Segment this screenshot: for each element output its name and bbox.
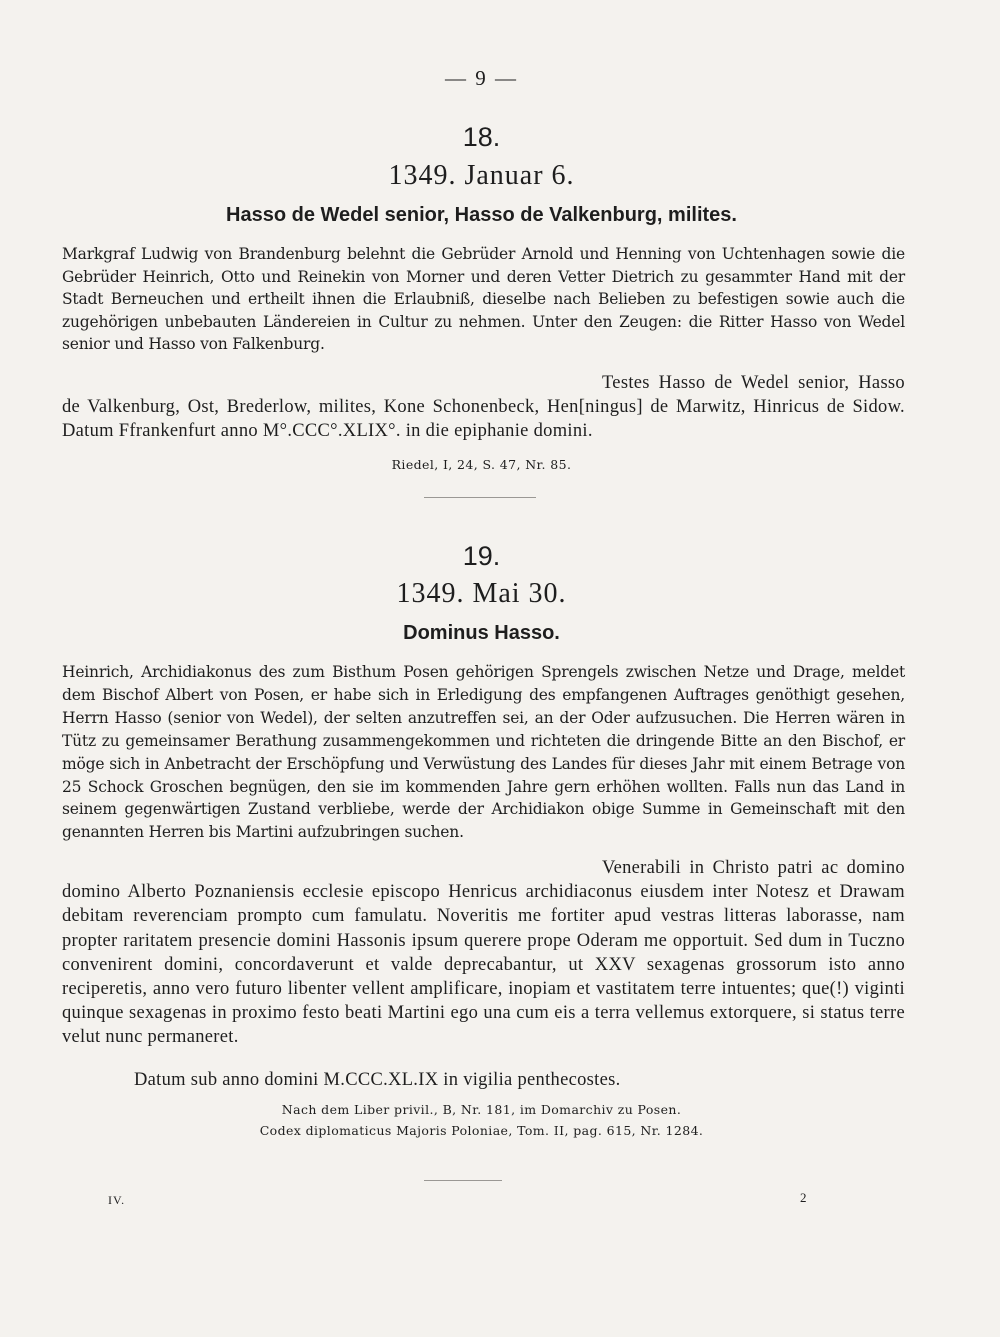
doc18-summary: Markgraf Ludwig von Brandenburg belehnt die Gebrüder Arnold und Henning von Uchtenhagen sowie die Gebrüder Heinrich, Otto und Reinekin von Morner und deren Vetter Dietrich zu gesammter Hand mit der Stadt Berneuchen und ertheilt ihnen die Erlaubniß, dieselbe nach Belieben zu befestigen sowie auch die zugehörigen unbebauten Ländereien in Cultur zu nehmen. Unter den Zeugen: die Ritter Hasso von Wedel senior und Hasso von Falkenburg. (62, 245, 905, 354)
sheet-number: 2 (800, 1190, 807, 1205)
doc18-latin-text: Testes Hasso de Wedel senior, Hasso de Valkenburg, Ost, Brederlow, milites, Kone Schonenbeck, Hen[ningus] de Marwitz, Hinricus de Sidow. Datum Ffrankenfurt anno M°.CCC°.XLIX°. in die epiphanie domini. (62, 373, 905, 442)
doc19-heading: Dominus Hasso. (403, 622, 560, 644)
doc18-heading: Hasso de Wedel senior, Hasso de Valkenburg, milites. (226, 204, 737, 226)
doc19-latin-text: Venerabili in Christo patri ac domino domino Alberto Poznaniensis ecclesie episcopo Henricus archidiaconus eiusdem inter Notesz et Drawam debitam reverenciam prompto cum famulatu. Noveritis me fortiter apud vestras litteras laborasse, nam propter raritatem presencie domini Hassonis ipsum querere prope Oderam me opportuit. Sed dum in Tuczno convenirent domini, concordaverunt et valde deprecabantur, ut XXV sexagenas grossorum isto anno reciperetis, anno vero futuro libenter vellent amplificare, inopiam et vastitatem terre intuentes; que(!) viginti quinque sexagenas in proximo festo beati Martini ego una cum eis a terra vellemus extorquere, si status terre velut nunc permaneret. (62, 858, 905, 1048)
doc19-source-codex: Codex diplomaticus Majoris Poloniae, Tom. II, pag. 615, Nr. 1284. (259, 1123, 704, 1138)
separator-rule (424, 497, 536, 498)
doc18-date: 1349. Januar 6. (388, 160, 575, 191)
sheet-signature: IV. (108, 1193, 126, 1207)
doc18-source: Riedel, I, 24, S. 47, Nr. 85. (391, 457, 572, 472)
doc19-summary: Heinrich, Archidiakonus des zum Bisthum Posen gehörigen Sprengels zwischen Netze und Drage, meldet dem Bischof Albert von Posen, er habe sich in Erledigung des empfangenen Auftrages genöthigt gesehen, Herrn Hasso (senior von Wedel), der selten anzutreffen sei, an der Oder aufzusuchen. Die Herren wären in Tütz zu gemeinsamer Berathung zusammengekommen und richteten die dringende Bitte an den Bischof, er möge sich in Anbetracht der Erschöpfung und Verwüstung des Landes für dieses Jahr mit einem Betrage von 25 Schock Groschen begnügen, den sie im kommenden Jahre gern erhöhen wollten. Falls nun das Land in seinem gegenwärtigen Zustand verbliebe, werde der Archidiakon obige Summe in Gemeinschaft mit den genannten Herren bis Martini aufzubringen suchen. (62, 663, 905, 842)
doc18-number: 18. (462, 122, 501, 152)
separator-rule-bottom (424, 1180, 502, 1181)
doc19-datum: Datum sub anno domini M.CCC.XL.IX in vigilia penthecostes. (134, 1070, 621, 1090)
doc19-date: 1349. Mai 30. (396, 578, 567, 609)
page-number: — 9 — (445, 66, 518, 90)
doc19-source-liber: Nach dem Liber privil., B, Nr. 181, im Domarchiv zu Posen. (281, 1102, 682, 1117)
doc19-number: 19. (462, 541, 501, 571)
